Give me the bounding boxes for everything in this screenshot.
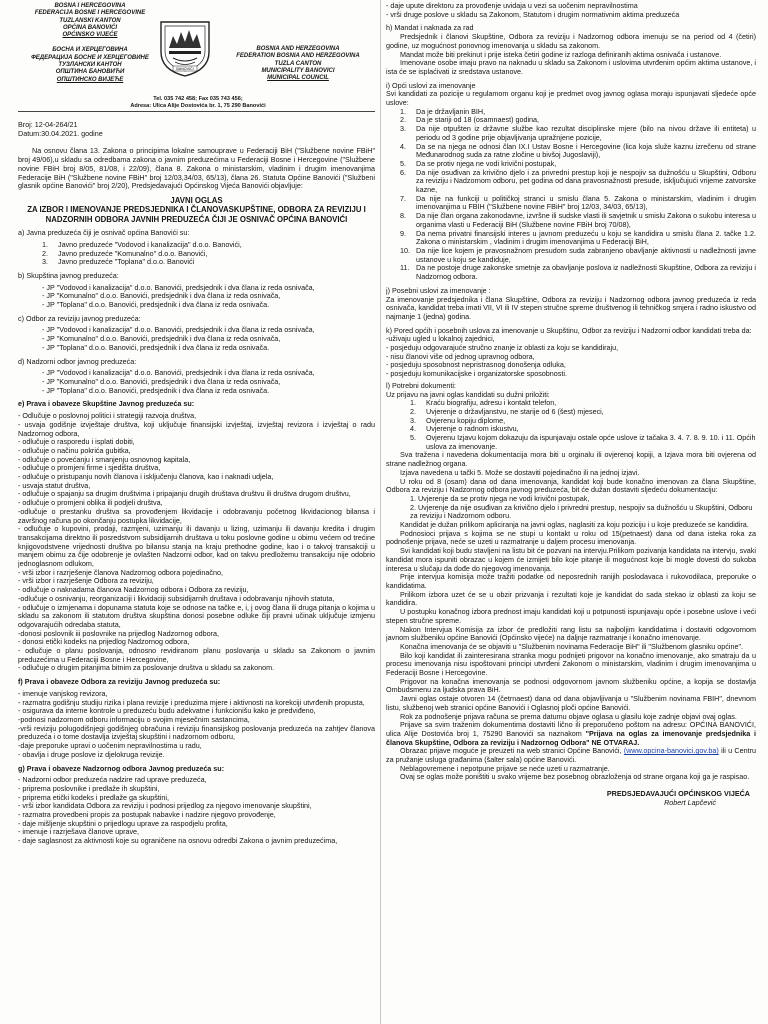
list-item: - daje saglasnost za aktivnosti koje su ograničene na osnovu odredbi Zakona o javnim preduzećima, xyxy=(18,836,338,846)
list-item: - vrši izbor i razrješenje Odbora za reviziju, xyxy=(18,576,154,586)
letterhead-line: ОПШТИНА БАНОВИЋИ xyxy=(55,69,125,76)
list-item: - nisu članovi više od jednog upravnog odbora, xyxy=(386,351,535,361)
form-text: Obrazac prijave moguće je preuzeti na web stranici Općine Banovići, xyxy=(400,746,622,756)
phone-fax: Tel. 035 742 458; Fax 035 743 456; xyxy=(153,96,243,102)
list-item: -uživaju ugled u lokalnoj zajednici, xyxy=(386,334,495,344)
list-item: - posjeduju odgovarajuće stručno znanje iz oblasti za koju se kandidiraju, xyxy=(386,343,619,353)
list-item: - posjeduju komunikacijske i organizatorske sposobnosti. xyxy=(386,369,567,379)
signature-title: PREDSJEDAVAJUĆI OPĆINSKOG VIJEĆA xyxy=(606,789,750,799)
letterhead-line: ФЕДЕРАЦИЈА БОСНЕ И ХЕРЦЕГОВИНЕ xyxy=(31,54,149,61)
list-item: - odlučuje o načinu pokrića gubitka, xyxy=(18,445,131,455)
section-j-heading: j) Posebni uslovi za imenovanje : xyxy=(386,285,491,295)
list-item: 8. Da nije član organa zakonodavne, izvršne ili sudske vlasti ili savjetnik u smislu Zakona o sukobu interesa u organima vlasti u Federaciji BiH (Službene novine FBiH broj 70/08), xyxy=(400,211,756,229)
list-item: - usvaja statut društva, xyxy=(18,480,91,490)
submission-label: "Prijava na oglas za imenovanje predsjednika i članova Skupštine, Odbora za reviziju i Nadzornog Odbora" NE OTVARAJ. xyxy=(386,728,756,747)
body-paragraph: Podnosioci prijava s kojima se ne stupi u kontakt u roku od 15(petnaest) dana od dana isteka roka za podnošenje prijava, neće se uzeti u razmatranje u daljem procesu imenovanja. xyxy=(386,528,756,547)
list-item: - odlučuje o promjeni firme i sjedišta društva, xyxy=(18,463,161,473)
list-item: - osigurava da interne kontrole u preduzeću budu adekvatne i funkcionišu kako je predviđeno, xyxy=(18,706,316,716)
body-paragraph: U postupku konačnog izbora prednost imaju kandidati koji u potpunosti ispunjavaju opće i posebne uslove i veći stepen stručne spreme. xyxy=(386,607,756,625)
list-item: - usvaja godišnje izvještaje društva, koji uključuje finansijski izvještaj, izvještaj revizora i izvještaj o radu Nadzornog odbora, xyxy=(18,419,375,438)
body-paragraph: Javni oglas ostaje otvoren 14 (četrnaest) dana od dana objavljivanja u "Službenim novinama FBIH", dnevnom listu, službenoj web stranici općine Banovići i Oglasnoj ploči općine Banovići. xyxy=(386,694,756,712)
list-item: 2. Javno preduzeće "Komunalno" d.o.o. Banovići, xyxy=(42,248,208,258)
section-i-list xyxy=(386,108,756,282)
section-i-intro: Svi kandidati za pozicije u regulamom organu koji je predmet ovog javnog oglasa moraju ispunjavati sljedeće opće uslove: xyxy=(386,89,756,108)
list-item: - odlučuje o naknadama članova Nadzornog odbora i Odbora za reviziju, xyxy=(18,585,249,595)
submission-paragraph xyxy=(386,721,756,747)
list-item: - odlučuje o spajanju sa drugim društvima i pripajanju drugih društava društvu ili društva drugom društvu, xyxy=(18,489,351,499)
list-item: - odlučuje o kupovini, prodaji, razmjeni, uzimanju ili davanju u lizing, uzimanju ili davanju kredita i drugim transakcijama direktno ili posredstvom subsidijarnih društava u toku poslovne godine u obimu većem od trećine knjigovodstvene vrijednosti društva po bilansu stanja na kraju prethodne godine, kao i o takvoj transakciji u manjem obimu za čije odobrenje je ovlašten Nadzorni odbor, kad on takvu predložemu transakciju nije odobrio jednoglasnom odlukom, xyxy=(18,524,375,569)
letterhead-line: FEDERATION BOSNIA AND HERZEGOVINA xyxy=(236,53,360,60)
letterhead-right xyxy=(223,46,373,82)
section-l-intro: Uz prijavu na javni oglas kandidati su dužni priložiti: xyxy=(386,389,550,399)
list-item: - odlučuje o izmjenama i dopunama statuta koje se odnose na tačke e, i, j ovog člana ili druga pitanja o kojima u skladu sa zakonom ili statutom društva skupština donosi posebne odluke čiji pravni učinak uključuje izmjenu odgovarajućih odredaba statuta, xyxy=(18,602,375,629)
list-item: - obavlja i druge poslove iz djelokruga revizije. xyxy=(18,749,165,759)
list-item: - vrši druge poslove u skladu sa Zakonom, Statutom i drugim normativnim aktima preduzeća xyxy=(386,9,680,19)
section-e-list xyxy=(18,412,375,673)
section-c-heading: c) Odbor za reviziju javnog preduzeća: xyxy=(18,313,141,323)
right-column xyxy=(386,0,756,1024)
list-item: - posjeduju sposobnost nepristrasnog donošenja odluka, xyxy=(386,360,566,370)
list-item: -vrši reviziju polugodišnjegi godišnjeg obračuna i reviziju finansijskog poslovanja preduzeća na zahtjev članova preduzeća i o tome dostavlja izvještaj skupštini i nadzornom odboru, xyxy=(18,723,375,742)
list-item: - priprema poslovnike i predlaže ih skupštini, xyxy=(18,783,160,793)
body-paragraph: Nakon Intervjua Komisija za izbor će predložiti rang listu sa najboljim kandidatima i dostaviti odgovornom javnom službeniku općine Banovići (Općinsko vijeće) na daljnje razmatranje i konačno imenovanje. xyxy=(386,624,756,643)
website-link[interactable]: (www.opcina-banovici.gov.ba) xyxy=(623,746,719,756)
section-b-list xyxy=(18,284,375,310)
list-item: - odlučuje o povećanju i smanjenju osnovnog kapitala, xyxy=(18,454,191,464)
list-item: 9. Da nema privatni finansijski interes u javnom preduzeću u koju se kandidira u smislu člana 2. tačke 1.2. Zakona o ministarskim , vladinim i drugim imenovanjima u Federaciji BiH, xyxy=(400,228,756,247)
list-item: 10. Da nije lice kojem je pravosnažnom presudom suda zabranjeno obavljanje aktivnosti u nadležnosti javne ustanove u koju se kandiduje, xyxy=(400,245,756,264)
list-item: -odlučuje o prestanku društva sa provođenjem likvidacije i odobravanju početnog likvidacionog bilansa i završnog računa po okončanju postupka likvidacije, xyxy=(18,506,375,525)
list-item: -odlučuje o osnivanju, reorganizaciji i likvidaciji subsidijarnih društava i odobravanju njihovih statuta, xyxy=(18,593,335,603)
list-item: - JP "Komunalno" d.o.o. Banovići, predsjednik i dva člana iz reda osnivača, xyxy=(42,291,281,301)
list-item: - priprema etički kodeks i predlaže ga skupštini, xyxy=(18,792,170,802)
body-paragraph: Ovaj se oglas može poništiti u svako vrijeme bez posebnog obrazloženja od strane organa koji ga je raspisao. xyxy=(400,772,750,782)
list-item: 5. Ovjerenu Izjavu kojom dokazuju da ispunjavaju ostale opće uslove iz tačaka 3. 4. 7. 8. 9. 10. i 11. Općih uslova za imenovanje. xyxy=(410,433,756,451)
body-paragraph: Izjava navedena u tački 5. Može se dostaviti pojedinačno ili na jednoj izjavi. xyxy=(400,467,640,477)
list-item: 1. Javno preduzeće "Vodovod i kanalizacija" d.o.o. Banovići, xyxy=(42,239,242,249)
list-item: - razmatra provedbeni propis za postupak nabavke i nadzire njegovo provođenje, xyxy=(18,810,276,820)
form-text-2: ili u Centru za pružanje usluga građanima (šalter sala) općine Banovići. xyxy=(386,746,756,765)
letterhead-line: BOSNA I HERCEGOVINA xyxy=(54,3,126,9)
letterhead-line: MUNICIPALITY BANOVICI xyxy=(261,67,335,74)
letterhead-line: ОПШТИНСКО ВИЈЕЋЕ xyxy=(56,76,124,83)
list-item: 3. Da nije otpušten iz državne službe kao rezultat disciplinske mjere (bilo na nivou države ili entiteta) u periodu od 3 godine prije objavljivanja upražnjene pozicije, xyxy=(400,124,756,142)
section-b-heading: b) Skupština javnog preduzeća: xyxy=(18,270,119,280)
municipal-coat-of-arms-icon xyxy=(151,18,219,78)
section-h-heading: h) Mandat i naknada za rad xyxy=(386,23,474,33)
list-item: 4. Uvjerenje o radnom iskustvu, xyxy=(410,424,519,434)
post-appointment-list xyxy=(386,495,756,521)
list-item: - vrši izbor kandidata Odbora za reviziju i podnosi prijedlog za njegovo imenovanje skupštini, xyxy=(18,801,312,811)
section-a-list xyxy=(18,241,375,267)
list-item: 2. Da je stariji od 18 (osamnaest) godina, xyxy=(400,115,540,125)
list-item: - JP "Toplana" d.o.o. Banovići, predsjednik i dva člana iz reda osnivača. xyxy=(42,342,270,352)
list-item: - odlučuje o rasporedu i isplati dobiti, xyxy=(18,437,135,447)
list-item: - razmatra godišnju studiju rizika i plana revizije i preduzima mjere i aktivnosti na korekciji utvrđenih propusta, xyxy=(18,697,365,707)
letterhead-line: TUZLANSKI KANTON xyxy=(59,17,121,24)
section-h-paragraph: Imenovane osobe imaju pravo na naknadu u skladu sa Zakonom i uslovima utvrđenim općim aktima ustanove, i ista će se isplaćivati iz sredstava ustanove. xyxy=(386,58,756,76)
list-item: 7. Da nije na funkciji u političkoj stranci u smislu člana 5. Zakona o ministarskim, vladinim i drugim imenovanjima u FBIH ("Službene novine FBiH" broj 12/03, 34/03, 65/13), xyxy=(400,193,756,212)
section-g-heading: g) Prava i obaveze Nadzornog odbora Javnog preduzeća su: xyxy=(18,763,225,773)
list-item: - vrši izbor i razrješenje članova Nadzornog odbora pojedinačno, xyxy=(18,567,223,577)
list-item: - JP "Komunalno" d.o.o. Banovići, predsjednik i dva člana iz reda osnivača, xyxy=(42,334,281,344)
letterhead-contact xyxy=(108,96,288,110)
list-item: - imenuje i razrješava članove uprave, xyxy=(18,827,140,837)
list-item: - odlučuje o drugim pitanjima bitnim za poslovanje društva u skladu sa zakonom. xyxy=(18,663,275,673)
intro-paragraph: Na osnovu člana 13. Zakona o principima lokalne samouprave u Federaciji BiH ("Službene novine FBiH" broj 49/06),u skladu sa odredbama zakona o javnim preduzećima u Federaciji Bosne i Hercegovine ("Službene novine FBiH broj 8/05, 81/08, i 22/09), člana 8. Zakona o ministarskim, vladinim i drugim imenovanjima Federacije BiH ("Službene novine FBiH" broj 12/03,34/03, 65/13), člana 26. Statuta Općine Banovići ("Službeni glasnik općine Banovići" broj 2/20), Predsjedavajući Općinskog Vijeća Banovići objavljuje: xyxy=(18,146,375,191)
list-item: 4. Da se na njega ne odnosi član IX.I Ustav Bosne i Hercegovine (lica koja služe kaznu izrečenu od strane Međunarodnog suda za ratne zločine u bivšoj Jugoslaviji), xyxy=(400,141,756,160)
body-paragraph: Sva tražena i navedena dokumentacija mora biti u orginalu ili ovjerenoj kopiji, a Izjava mora biti ovjerena od strane nadležnog organa. xyxy=(386,450,756,469)
column-divider xyxy=(380,0,381,1024)
list-item: - JP "Toplana" d.o.o. Banovići, predsjednik i dva člana iz reda osnivača. xyxy=(42,385,270,395)
body-paragraph: Bilo koji kandidat ili zainteresirana stranka mogu podnijeti prigovor na konačno imenovanje, ako smatraju da u procesu imenovanja nisu ispoštovani principi utvrđeni Zakonom o ministarskim, vladinim i drugim imenovanjima u Federaciji Bosne i Hercegovine. xyxy=(386,650,756,678)
list-item: 1. Uvjerenje da se protiv njega ne vodi krivični postupak, xyxy=(410,493,590,503)
list-item: 2. Uvjerenje o državljanstvu, ne starije od 6 (šest) mjeseci, xyxy=(410,406,604,416)
list-item: - JP "Vodovod i kanalizacija" d.o.o. Banovići, predsjednik i dva člana iz reda osnivača, xyxy=(42,325,315,335)
list-item: 6. Da nije osuđivan za krivično djelo i za privredni prestup koji je nespojiv sa dužnošću u Skupštini, Odboru za reviziju i Nadzornom odboru, pet godina od dana pravosnažnosti presude, isključujući vrijeme zatvorske kazne, xyxy=(400,167,756,195)
section-h-paragraph: Predsjednik i članovi Skupštine, Odbora za reviziju i Nadzornog odbora imenuju se na period od 4 (četiri) godine, uz mogućnost ponovnog imenovanja u skladu sa zakonom. xyxy=(386,32,756,50)
body-paragraph: Konačna imenovanja će se objaviti u "Službenim novinama Federacije BiH" ili "Službenom glasniku općine". xyxy=(400,641,744,651)
section-g-list xyxy=(18,776,375,846)
letterhead-line: OPĆINA BANOVIĆI xyxy=(62,24,118,31)
section-i-heading: i) Opći uslovi za imenovanje xyxy=(386,80,476,90)
letterhead-line: FEDERACIJA BOSNE I HERCEGOVINE xyxy=(34,10,146,17)
left-column xyxy=(18,0,375,1024)
section-f-list xyxy=(18,690,375,760)
section-l-list xyxy=(386,399,756,451)
letterhead xyxy=(18,0,375,112)
notice-subtitle: ZA IZBOR I IMENOVANJE PREDSJEDNIKA I ČLANOVASKUPŠTINE, ODBORA ZA REVIZIJU I NADZORNIH ODBORA JAVNIH PREDUZEĆA ČIJI JE OSNIVAČ OPĆINA BANOVIĆI xyxy=(27,205,366,224)
body-paragraph: U roku od 8 (osam) dana od dana imenovanja, kandidat koji bude konačno imenovan za člana Skupštine, Odbora za reviziju i Nadzornog odbora javnog preduzeća, bit će dužan dostaviti sljedeću dokumentaciju: xyxy=(386,476,756,495)
list-item: - Odlučuje o poslovnoj politici i strategiji razvoja društva, xyxy=(18,411,197,421)
letterhead-left xyxy=(30,3,150,84)
list-item: - JP "Toplana" d.o.o. Banovići, predsjednik i dva člana iz reda osnivača. xyxy=(42,300,270,310)
body-paragraph: Rok za podnošenje prijava računa se prema datumu objave oglasa u glasilu koje zadnje objavi ovaj oglas. xyxy=(400,711,737,721)
letterhead-line: BOSNIA AND HERZEGOVINA xyxy=(256,46,340,52)
list-item: - odlučuje o planu poslovanja, odnosno revidiranom planu poslovanja u skladu sa Zakonom o javnim preduzećima u Federaciji Bosne i Hercegovine, xyxy=(18,646,375,664)
list-item: - odlučuje o pristupanju novih članova i isključenju članova, kao i naknadi udjela, xyxy=(18,472,274,482)
list-item: 2. Uvjerenje da nije osuđivan za krivično djelo i privredni prestup, nespojiv sa dužnošću u Skupštini, Odboru za reviziju i Nadzornom odboru. xyxy=(410,502,753,521)
submission-text: Prijave sa svim traženim dokumentima dostaviti lično ili preporučeno poštom na adresu: OPĆINA BANOVIĆI, ulica Alije Dostovića broj 1, 75290 Banovići sa naznakom xyxy=(386,720,756,738)
list-item: - odlučuje o promjeni oblika ili podjeli društva, xyxy=(18,498,163,508)
letterhead-line: ТУЗЛАНСКИ КАНТОН xyxy=(58,62,122,69)
section-c-list xyxy=(18,326,375,352)
document-date: Datum:30.04.2021. godine xyxy=(18,128,103,138)
list-item: 3. Ovjerenu kopiju diplome, xyxy=(410,415,506,425)
section-a-heading: a) Javna preduzeća čiji je osnivač općina Banovići su: xyxy=(18,228,190,238)
signature-name: Robert Lapčević xyxy=(664,798,716,808)
section-h-paragraph: Mandat može biti prekinut i prije isteka četiri godine iz razloga definiranih aktima osnivača i ustanove. xyxy=(400,49,722,59)
notice-title: JAVNI OGLAS xyxy=(170,195,223,205)
section-e-heading: e) Prava i obaveze Skupštine Javnog preduzeća su: xyxy=(18,399,195,409)
body-paragraph: Prije intervjua komisija može tražiti podatke od neposrednih ranijih poslodavaca i rukovodilaca, preporuke o kandidatima. xyxy=(386,572,756,590)
list-item: 5. Da se protiv njega ne vodi krivični postupak, xyxy=(400,158,557,168)
address: Adresa: Ulica Alije Dostovića br. 1, 75 290 Banovići xyxy=(130,102,266,109)
list-item: - donosi etički kodeks na prijedlog Nadzornog odbora, xyxy=(18,637,190,647)
list-item: - daje upute direktoru za provođenje uvidaja u vezi sa uočenim nepravilnostima xyxy=(386,1,638,10)
section-d-list xyxy=(18,369,375,395)
body-paragraph: Neblagovremene i nepotpune prijave se neće uzeti u razmatranje. xyxy=(400,763,610,773)
section-f-heading: f) Prava i obaveze Odbora za reviziju Javnog preduzeća su: xyxy=(18,677,221,687)
list-item: - daje mišljenje skupštini o prijedlogu uprave za raspodjelu profita, xyxy=(18,818,228,828)
section-l-heading: l) Potrebni dokumenti: xyxy=(386,380,456,390)
section-k-heading: k) Pored općih i posebnih uslova za imenovanje u Skupštinu, Odbor za reviziju i Nadzorni odbor kandidati treba da: xyxy=(386,325,752,335)
list-item: -podnosi nadzornom odboru informaciju o svojim mjesečnim sastancima, xyxy=(18,715,250,724)
letterhead-line: TUZLA CANTON xyxy=(274,60,322,67)
list-item: 1. Da je državljanin BIH, xyxy=(400,106,486,116)
list-item: - JP "Komunalno" d.o.o. Banovići, predsjednik i dva člana iz reda osnivača, xyxy=(42,376,281,386)
letterhead-line: БОСНА И ХЕРЦЕГОВИНА xyxy=(52,47,128,54)
list-item: - imenuje vanjskog revizora, xyxy=(18,688,108,698)
body-paragraph: Prigovor na konačna imenovanja se podnosi odgovornom javnom službeniku općine, a kopija se dostavlja Ombudsmenu za ljudska prava BiH. xyxy=(386,676,756,695)
body-paragraph: Kandidat je dužan prilikom apliciranja na javni oglas, naglasiti za koju poziciju i u koje preduzeće se kandidira. xyxy=(400,520,749,530)
crest-text: BANOVIĆI xyxy=(176,67,194,72)
letterhead-line: MUNICIPAL COUNCIL xyxy=(267,75,329,82)
letterhead-line: OPĆINSKO VIJEĆE xyxy=(62,32,118,39)
section-d-heading: d) Nadzorni odbor javnog preduzeća: xyxy=(18,356,137,366)
section-j-paragraph: Za imenovanje predsjednika i člana Skupštine, Odbora za reviziju i Nadzornog odbora javnog preduzeća iz reda osnivača, kandidat treba imati VII, VI ili IV stepen stručne spreme društvenog ili tehničkog smjera i radno iskustvo od najmanje 1 (jedna) godina. xyxy=(386,294,756,321)
body-paragraph: Svi kandidati koji budu stavljeni na listu bit će pozvani na intervju.Prilikom pozivanja kandidata na intervju, svaki kandidat mora ispuniti obrazac u kojem će izmijeti bilo koje pitanje ili mogućnost koje bi mogle dovesti do sukoba interesa u slučaju da dođe do njegovog imenovanja. xyxy=(386,546,756,573)
document-number: Broj: 12-04-264/21 xyxy=(18,120,78,129)
list-item: - JP "Vodovod i kanalizacija" d.o.o. Banovići, predsjednik i dva člana iz reda osnivača, xyxy=(42,282,315,292)
list-item: 1. Kraću biografiju, adresu i kontakt telefon, xyxy=(410,398,557,408)
body-paragraph: Prilikom izbora uzet će se u obzir prizvanja i rezultati koje je kandidat do sada stekao iz oblasti za koju se kandidira. xyxy=(386,589,756,608)
list-item: - Nadzorni odbor preduzeća nadzire rad uprave preduzeća, xyxy=(18,775,207,785)
list-item: 3. Javno preduzeće "Toplana" d.o.o. Banovići xyxy=(42,257,195,267)
list-item: -donosi poslovnik iii poslovnike na prijedlog Nadzornog odbora, xyxy=(18,628,219,638)
list-item: 11. Da ne postoje druge zakonske smetnje za obavljanje poslova iz nadležnosti Skupštine, Odbora za reviziju i Nadzornog odbora. xyxy=(400,263,756,282)
form-paragraph xyxy=(386,747,756,764)
list-item: -daje preporuke upravi o uočenim nepravilnostima u radu, xyxy=(18,741,202,751)
list-item: - JP "Vodovod i kanalizacija" d.o.o. Banovići, predsjednik i dva člana iz reda osnivača, xyxy=(42,368,315,378)
